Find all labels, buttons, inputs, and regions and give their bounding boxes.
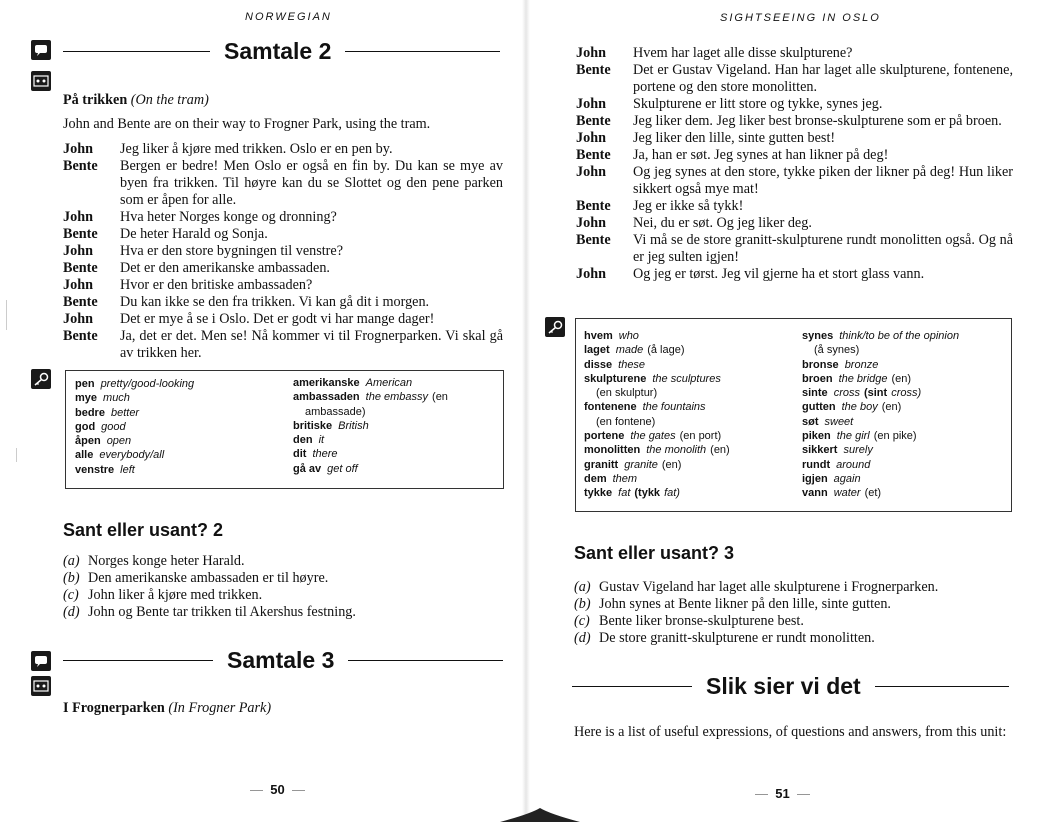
vocab-translation: the bridge xyxy=(838,372,888,385)
vocab-entry xyxy=(584,343,794,357)
dialogue-line: Jeg liker den lille, sinte gutten best! xyxy=(633,130,836,146)
vocab-translation: the sculptures xyxy=(652,372,721,385)
vocab-word: gå av xyxy=(293,462,322,475)
vocab-word: monolitten xyxy=(584,444,641,457)
vocab-translation: cross) xyxy=(891,387,922,400)
vocab-note: ambassade) xyxy=(305,405,366,418)
vocab-word: broen xyxy=(802,372,833,385)
vocab-box-2 xyxy=(575,318,1012,512)
key-icon xyxy=(545,317,565,337)
vocab-note: (en port) xyxy=(679,430,722,443)
vocab-entry xyxy=(293,390,498,404)
dialogue-line: Ja, det er det. Men se! Nå kommer vi til Frognerparken. Vi skal gå av trikken her. xyxy=(120,328,503,361)
vocab-entry xyxy=(75,448,285,462)
vocab-word: sinte xyxy=(802,387,828,400)
vocab-entry xyxy=(802,486,1007,500)
question-label: (a) xyxy=(574,579,591,595)
sant3-title: Sant eller usant? 3 xyxy=(574,543,735,563)
slik-title: Slik sier vi det xyxy=(706,673,861,699)
question-text: Norges konge heter Harald. xyxy=(88,553,245,569)
vocab-note: (å lage) xyxy=(647,344,685,357)
question-item xyxy=(63,553,503,570)
vocab-entry xyxy=(75,463,285,477)
question-item xyxy=(574,630,1014,647)
question-label: (c) xyxy=(574,613,590,629)
vocab-entry xyxy=(802,458,1007,472)
samtale2-title: Samtale 2 xyxy=(224,38,332,64)
dialogue-speaker: Bente xyxy=(576,198,611,214)
sant2-title: Sant eller usant? 2 xyxy=(63,520,224,540)
vocab-entry xyxy=(293,419,498,433)
vocab-translation: much xyxy=(103,392,130,405)
vocab-entry xyxy=(584,415,794,429)
vocab-entry xyxy=(584,400,794,414)
vocab-note: (en fontene) xyxy=(596,415,656,428)
margin-mark xyxy=(6,300,7,330)
vocab-word: vann xyxy=(802,487,828,500)
vocab-entry xyxy=(802,429,1007,443)
vocab-entry xyxy=(584,358,794,372)
vocab-translation: who xyxy=(618,330,639,342)
question-label: (b) xyxy=(574,596,591,612)
running-head-left: NORWEGIAN xyxy=(245,11,332,23)
dialogue-line: Hva er den store bygningen til venstre? xyxy=(120,243,343,259)
question-text: Den amerikanske ambassaden er til høyre. xyxy=(88,570,329,586)
dialogue-speaker: John xyxy=(576,130,606,146)
samtale3-title: Samtale 3 xyxy=(227,647,335,673)
vocab-word: britiske xyxy=(293,419,333,432)
vocab-translation: think/to be of the opinion xyxy=(839,330,960,342)
dialogue-speaker: Bente xyxy=(63,158,98,174)
dialogue-speaker: John xyxy=(63,209,93,225)
vocab-translation: left xyxy=(120,463,135,476)
subtitle-bold: I Frognerparken xyxy=(63,700,165,716)
cassette-icon xyxy=(31,676,51,696)
vocab-entry xyxy=(584,372,794,386)
vocab-entry xyxy=(584,443,794,457)
dialogue-speaker: Bente xyxy=(576,147,611,163)
vocab-entry xyxy=(75,420,285,434)
vocab-translation: pretty/good-looking xyxy=(100,378,195,390)
question-label: (a) xyxy=(63,553,80,569)
dialogue-line: Vi må se de store granitt-skulpturene rundt monolitten også. Og nå er jeg sulten igjen! xyxy=(633,232,1013,265)
vocab-entry xyxy=(584,472,794,486)
book-gutter xyxy=(522,0,530,822)
key-icon xyxy=(31,369,51,389)
vocab-translation: fat xyxy=(618,487,631,500)
vocab-entry xyxy=(802,386,1007,400)
dialogue-speaker: Bente xyxy=(63,226,98,242)
question-label: (d) xyxy=(574,630,591,646)
vocab-translation: everybody/all xyxy=(99,449,165,462)
vocab-word: bronse xyxy=(802,358,839,371)
vocab-entry xyxy=(75,391,285,405)
dialogue-speaker: John xyxy=(63,243,93,259)
vocab-word: (tykk xyxy=(634,487,661,500)
vocab-word: disse xyxy=(584,358,613,371)
vocab-translation: cross xyxy=(833,387,860,400)
cassette-icon xyxy=(31,71,51,91)
vocab-word: granitt xyxy=(584,458,619,471)
vocab-translation: made xyxy=(615,344,644,357)
vocab-word: alle xyxy=(75,449,94,462)
vocab-entry xyxy=(75,434,285,448)
question-text: John liker å kjøre med trikken. xyxy=(88,587,263,603)
page-curl-decoration xyxy=(500,808,580,822)
dialogue-speaker: John xyxy=(63,141,93,157)
vocab-translation: get off xyxy=(327,462,358,475)
vocab-note: (en) xyxy=(891,372,912,385)
vocab-translation: fat) xyxy=(664,487,680,500)
dialogue-speaker: John xyxy=(63,277,93,293)
vocab-column xyxy=(802,329,1007,501)
question-text: Gustav Vigeland har laget alle skulpturene i Frognerparken. xyxy=(599,579,939,595)
vocab-translation: them xyxy=(612,472,638,485)
vocab-translation: there xyxy=(312,448,338,461)
samtale3-subtitle xyxy=(63,700,503,717)
vocab-word: hvem xyxy=(584,330,613,342)
vocab-entry xyxy=(584,429,794,443)
vocab-word: pen xyxy=(75,378,95,390)
vocab-entry xyxy=(293,462,498,476)
vocab-translation: American xyxy=(365,377,413,389)
question-label: (b) xyxy=(63,570,80,586)
page-number-left: — 50 — xyxy=(250,782,305,797)
question-label: (d) xyxy=(63,604,80,620)
vocab-entry xyxy=(584,329,794,343)
speech-bubble-icon xyxy=(31,40,51,60)
dialogue-left xyxy=(63,141,503,362)
vocab-entry xyxy=(802,443,1007,457)
vocab-word: sikkert xyxy=(802,444,838,457)
dialogue-speaker: John xyxy=(576,96,606,112)
running-head-right: SIGHTSEEING IN OSLO xyxy=(720,12,881,24)
question-label: (c) xyxy=(63,587,79,603)
dialogue-line: Hva heter Norges konge og dronning? xyxy=(120,209,337,225)
vocab-entry xyxy=(802,343,1007,357)
vocab-box-1 xyxy=(65,370,504,489)
dialogue-line: Jeg liker dem. Jeg liker best bronse-skulpturene som er på broen. xyxy=(633,113,1002,129)
dialogue-line: Og jeg synes at den store, tykke piken der likner på deg! Hun liker sikkert også mye mat! xyxy=(633,164,1013,197)
vocab-note: (en) xyxy=(881,401,902,414)
dialogue-line: Bergen er bedre! Men Oslo er også en fin by. Du kan se mye av byen fra trikken. Til høyre kan du se Slottet og den pene parken som er åpen for alle. xyxy=(120,158,503,208)
samtale2-heading xyxy=(63,38,500,65)
dialogue-speaker: John xyxy=(576,164,606,180)
vocab-word: den xyxy=(293,434,313,447)
vocab-word: synes xyxy=(802,330,834,342)
question-item xyxy=(63,604,503,621)
vocab-entry xyxy=(802,472,1007,486)
vocab-word: tykke xyxy=(584,487,613,500)
vocab-translation: these xyxy=(618,358,646,371)
dialogue-line: Det er mye å se i Oslo. Det er godt vi har mange dager! xyxy=(120,311,435,327)
dialogue-line: Ja, han er søt. Jeg synes at han likner på deg! xyxy=(633,147,889,163)
dialogue-speaker: Bente xyxy=(63,294,98,310)
vocab-translation: it xyxy=(318,434,325,447)
dialogue-speaker: John xyxy=(576,215,606,231)
question-item xyxy=(574,579,1014,596)
dialogue-line: Det er Gustav Vigeland. Han har laget alle skulpturene, fontenene, portene og den store monolitten. xyxy=(633,62,1013,95)
vocab-entry xyxy=(802,372,1007,386)
slik-heading xyxy=(572,673,1009,700)
sant3-list xyxy=(574,579,1014,647)
vocab-word: god xyxy=(75,420,96,433)
vocab-translation: good xyxy=(101,420,126,433)
vocab-translation: better xyxy=(110,406,140,419)
vocab-note: (en pike) xyxy=(873,430,917,443)
vocab-word: åpen xyxy=(75,435,101,448)
vocab-entry xyxy=(293,376,498,390)
dialogue-speaker: John xyxy=(576,266,606,282)
dialogue-line: Jeg liker å kjøre med trikken. Oslo er en pen by. xyxy=(120,141,393,157)
vocab-translation: surely xyxy=(843,444,873,457)
vocab-entry xyxy=(75,406,285,420)
page-number-right: — 51 — xyxy=(755,786,810,801)
question-item xyxy=(63,570,503,587)
dialogue-speaker: John xyxy=(576,45,606,61)
vocab-word: fontenene xyxy=(584,401,637,414)
dialogue-line: Du kan ikke se den fra trikken. Vi kan gå dit i morgen. xyxy=(120,294,430,310)
vocab-translation: bronze xyxy=(844,358,879,371)
subtitle-bold: På trikken xyxy=(63,92,128,108)
vocab-translation: granite xyxy=(624,458,658,471)
vocab-entry xyxy=(293,447,498,461)
vocab-translation: around xyxy=(836,458,871,471)
subtitle-italic: (In Frogner Park) xyxy=(168,700,272,716)
vocab-entry xyxy=(75,377,285,391)
vocab-translation: British xyxy=(338,419,369,432)
subtitle-italic: (On the tram) xyxy=(130,92,209,108)
samtale2-intro: John and Bente are on their way to Frogner Park, using the tram. xyxy=(63,116,431,132)
dialogue-line: Hvor er den britiske ambassaden? xyxy=(120,277,313,293)
vocab-word: piken xyxy=(802,430,831,443)
vocab-column xyxy=(293,376,498,476)
vocab-entry xyxy=(584,486,794,500)
vocab-note: (et) xyxy=(864,487,882,500)
vocab-word: amerikanske xyxy=(293,377,360,389)
vocab-note: (en skulptur) xyxy=(596,387,658,400)
question-text: John og Bente tar trikken til Akershus festning. xyxy=(88,604,356,620)
vocab-translation: open xyxy=(106,435,132,448)
dialogue-line: Nei, du er søt. Og jeg liker deg. xyxy=(633,215,812,231)
vocab-translation: again xyxy=(833,472,861,485)
vocab-translation: the fountains xyxy=(642,401,706,414)
question-text: Bente liker bronse-skulpturene best. xyxy=(599,613,804,629)
vocab-translation: the monolith xyxy=(646,444,707,457)
dialogue-line: Det er den amerikanske ambassaden. xyxy=(120,260,330,276)
vocab-word: gutten xyxy=(802,401,836,414)
sant2-list xyxy=(63,553,503,621)
vocab-word: laget xyxy=(584,344,610,357)
question-item xyxy=(574,596,1014,613)
vocab-note: (en) xyxy=(710,444,730,457)
vocab-entry xyxy=(802,329,1007,343)
vocab-entry xyxy=(802,400,1007,414)
dialogue-line: De heter Harald og Sonja. xyxy=(120,226,268,242)
vocab-translation: sweet xyxy=(824,415,854,428)
question-text: John synes at Bente likner på den lille, sinte gutten. xyxy=(599,596,891,612)
vocab-word: rundt xyxy=(802,458,831,471)
dialogue-speaker: John xyxy=(63,311,93,327)
vocab-word: dem xyxy=(584,472,607,485)
dialogue-speaker: Bente xyxy=(576,62,611,78)
dialogue-speaker: Bente xyxy=(63,328,98,344)
dialogue-right xyxy=(576,45,1013,283)
vocab-entry xyxy=(293,433,498,447)
samtale3-heading xyxy=(63,647,503,674)
vocab-translation: the gates xyxy=(630,430,676,443)
vocab-word: igjen xyxy=(802,472,828,485)
vocab-word: bedre xyxy=(75,406,105,419)
dialogue-speaker: Bente xyxy=(576,232,611,248)
vocab-note: (en xyxy=(432,391,448,404)
vocab-word: ambassaden xyxy=(293,391,360,404)
vocab-entry xyxy=(584,386,794,400)
vocab-entry xyxy=(802,358,1007,372)
dialogue-line: Og jeg er tørst. Jeg vil gjerne ha et stort glass vann. xyxy=(633,266,925,282)
margin-mark xyxy=(16,448,17,462)
vocab-note: (en) xyxy=(661,458,682,471)
vocab-word: dit xyxy=(293,448,307,461)
vocab-word: portene xyxy=(584,430,625,443)
vocab-translation: water xyxy=(833,487,861,500)
dialogue-line: Jeg er ikke så tykk! xyxy=(633,198,744,214)
speech-bubble-icon xyxy=(31,651,51,671)
vocab-entry xyxy=(293,405,498,419)
vocab-note: (å synes) xyxy=(814,344,860,357)
slik-intro: Here is a list of useful expressions, of questions and answers, from this unit: xyxy=(574,724,1007,740)
vocab-translation: the embassy xyxy=(365,391,429,404)
question-text: De store granitt-skulpturene er rundt monolitten. xyxy=(599,630,875,646)
vocab-entry xyxy=(584,458,794,472)
dialogue-speaker: Bente xyxy=(576,113,611,129)
dialogue-speaker: Bente xyxy=(63,260,98,276)
dialogue-line: Hvem har laget alle disse skulpturene? xyxy=(633,45,853,61)
dialogue-line: Skulpturene er litt store og tykke, synes jeg. xyxy=(633,96,883,112)
vocab-word: mye xyxy=(75,392,98,405)
vocab-translation: the girl xyxy=(836,430,870,443)
vocab-word: skulpturene xyxy=(584,372,647,385)
samtale2-subtitle xyxy=(63,92,503,109)
vocab-column xyxy=(584,329,794,501)
vocab-entry xyxy=(802,415,1007,429)
vocab-word: søt xyxy=(802,415,819,428)
vocab-word: (sint xyxy=(863,387,888,400)
vocab-translation: the boy xyxy=(841,401,878,414)
vocab-word: venstre xyxy=(75,463,115,476)
question-item xyxy=(63,587,503,604)
vocab-column xyxy=(75,377,285,477)
question-item xyxy=(574,613,1014,630)
